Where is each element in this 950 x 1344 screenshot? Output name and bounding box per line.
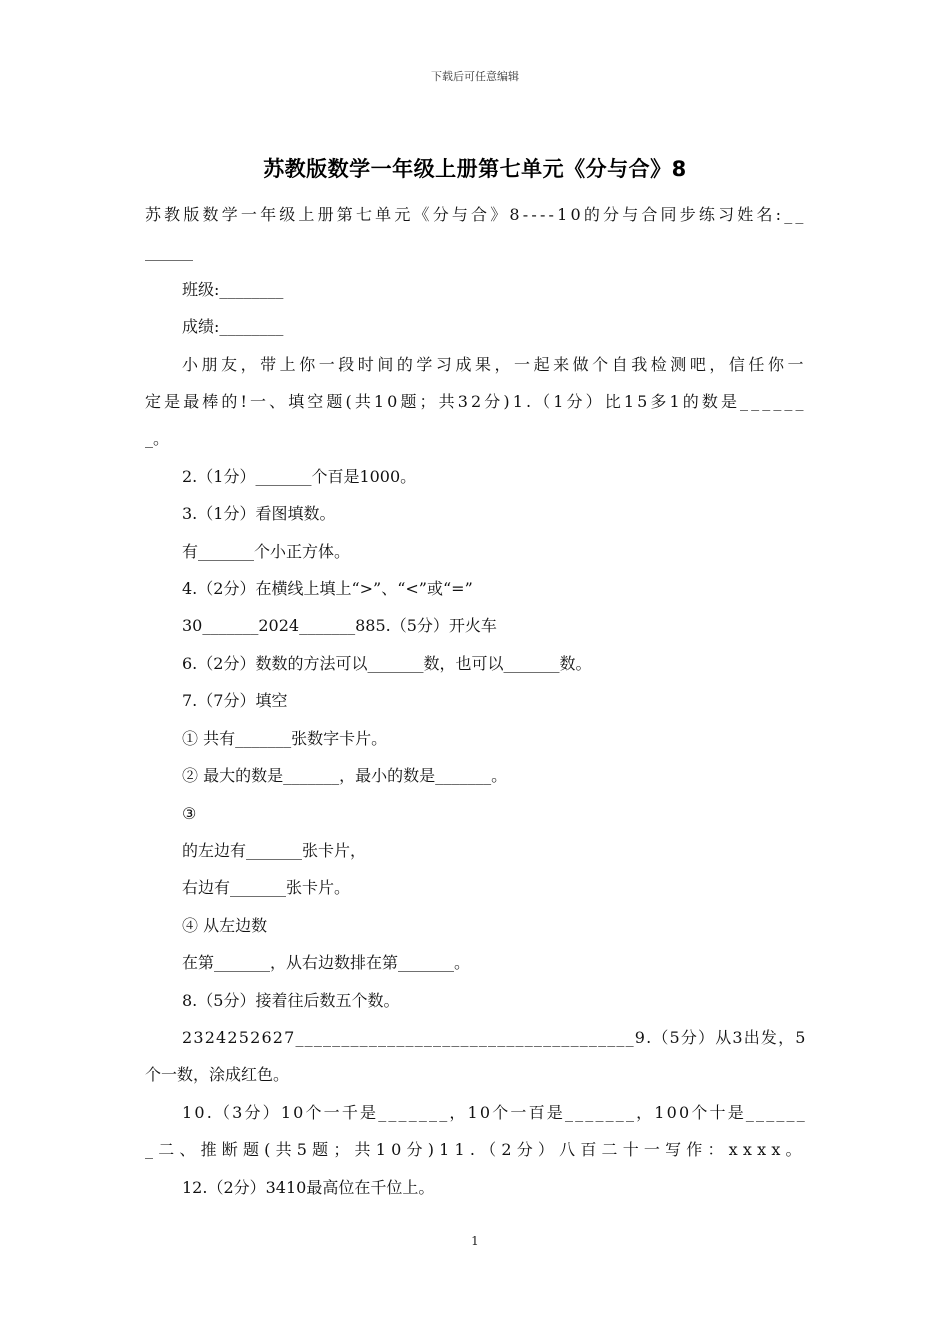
text-line: 2324252627_____________________________________9.（5分）从3出发，5: [182, 1027, 807, 1047]
text-line: 8.（5分）接着往后数五个数。: [182, 990, 400, 1010]
text-line: 个一数，涂成红色。: [145, 1065, 290, 1085]
text-line: ______: [145, 242, 193, 262]
page-header: 下载后可任意编辑: [431, 70, 519, 83]
text-line: 有_______个小正方体。: [182, 541, 351, 561]
text-line: 小朋友，带上你一段时间的学习成果，一起来做个自我检测吧，信任你一: [182, 354, 808, 374]
text-line: 3.（1分）看图填数。: [182, 504, 336, 524]
text-line: ④ 从左边数: [182, 915, 268, 935]
text-line: 12.（2分）3410最高位在千位上。: [182, 1177, 435, 1197]
text-line: 30_______2024_______885.（5分）开火车: [182, 616, 497, 636]
document-title: 苏教版数学一年级上册第七单元《分与合》8: [263, 157, 687, 181]
text-line: 6.（2分）数数的方法可以_______数，也可以_______数。: [182, 653, 592, 673]
document-body: [145, 196, 807, 1206]
text-line: 定是最棒的!一、填空题(共10题；共32分)1.（1分）比15多1的数是______: [145, 392, 807, 412]
text-line: ③: [182, 803, 197, 823]
text-line: ① 共有_______张数字卡片。: [182, 728, 388, 748]
text-line: 班级:________: [182, 279, 284, 299]
text-line: _。: [145, 429, 170, 449]
text-line: 苏教版数学一年级上册第七单元《分与合》8----10的分与合同步练习姓名:__: [145, 205, 807, 224]
text-line: 7.（7分）填空: [182, 691, 288, 711]
text-line: 的左边有_______张卡片，: [182, 840, 367, 860]
page-number: 1: [471, 1234, 479, 1248]
text-line: 右边有_______张卡片。: [182, 878, 351, 898]
text-line: _二、推断题(共5题；共10分)11.（2分）八百二十一写作：xxxx。: [145, 1140, 807, 1160]
text-line: 成绩:________: [182, 317, 284, 337]
text-line: 在第_______，从右边数排在第_______。: [182, 953, 471, 973]
text-line: 10.（3分）10个一千是_______，10个一百是_______，100个十是______: [182, 1102, 807, 1122]
text-line: 4.（2分）在横线上填上“>”、“<”或“=”: [182, 579, 473, 599]
text-line: 2.（1分）_______个百是1000。: [182, 466, 417, 486]
text-line: ② 最大的数是_______，最小的数是_______。: [182, 766, 508, 786]
